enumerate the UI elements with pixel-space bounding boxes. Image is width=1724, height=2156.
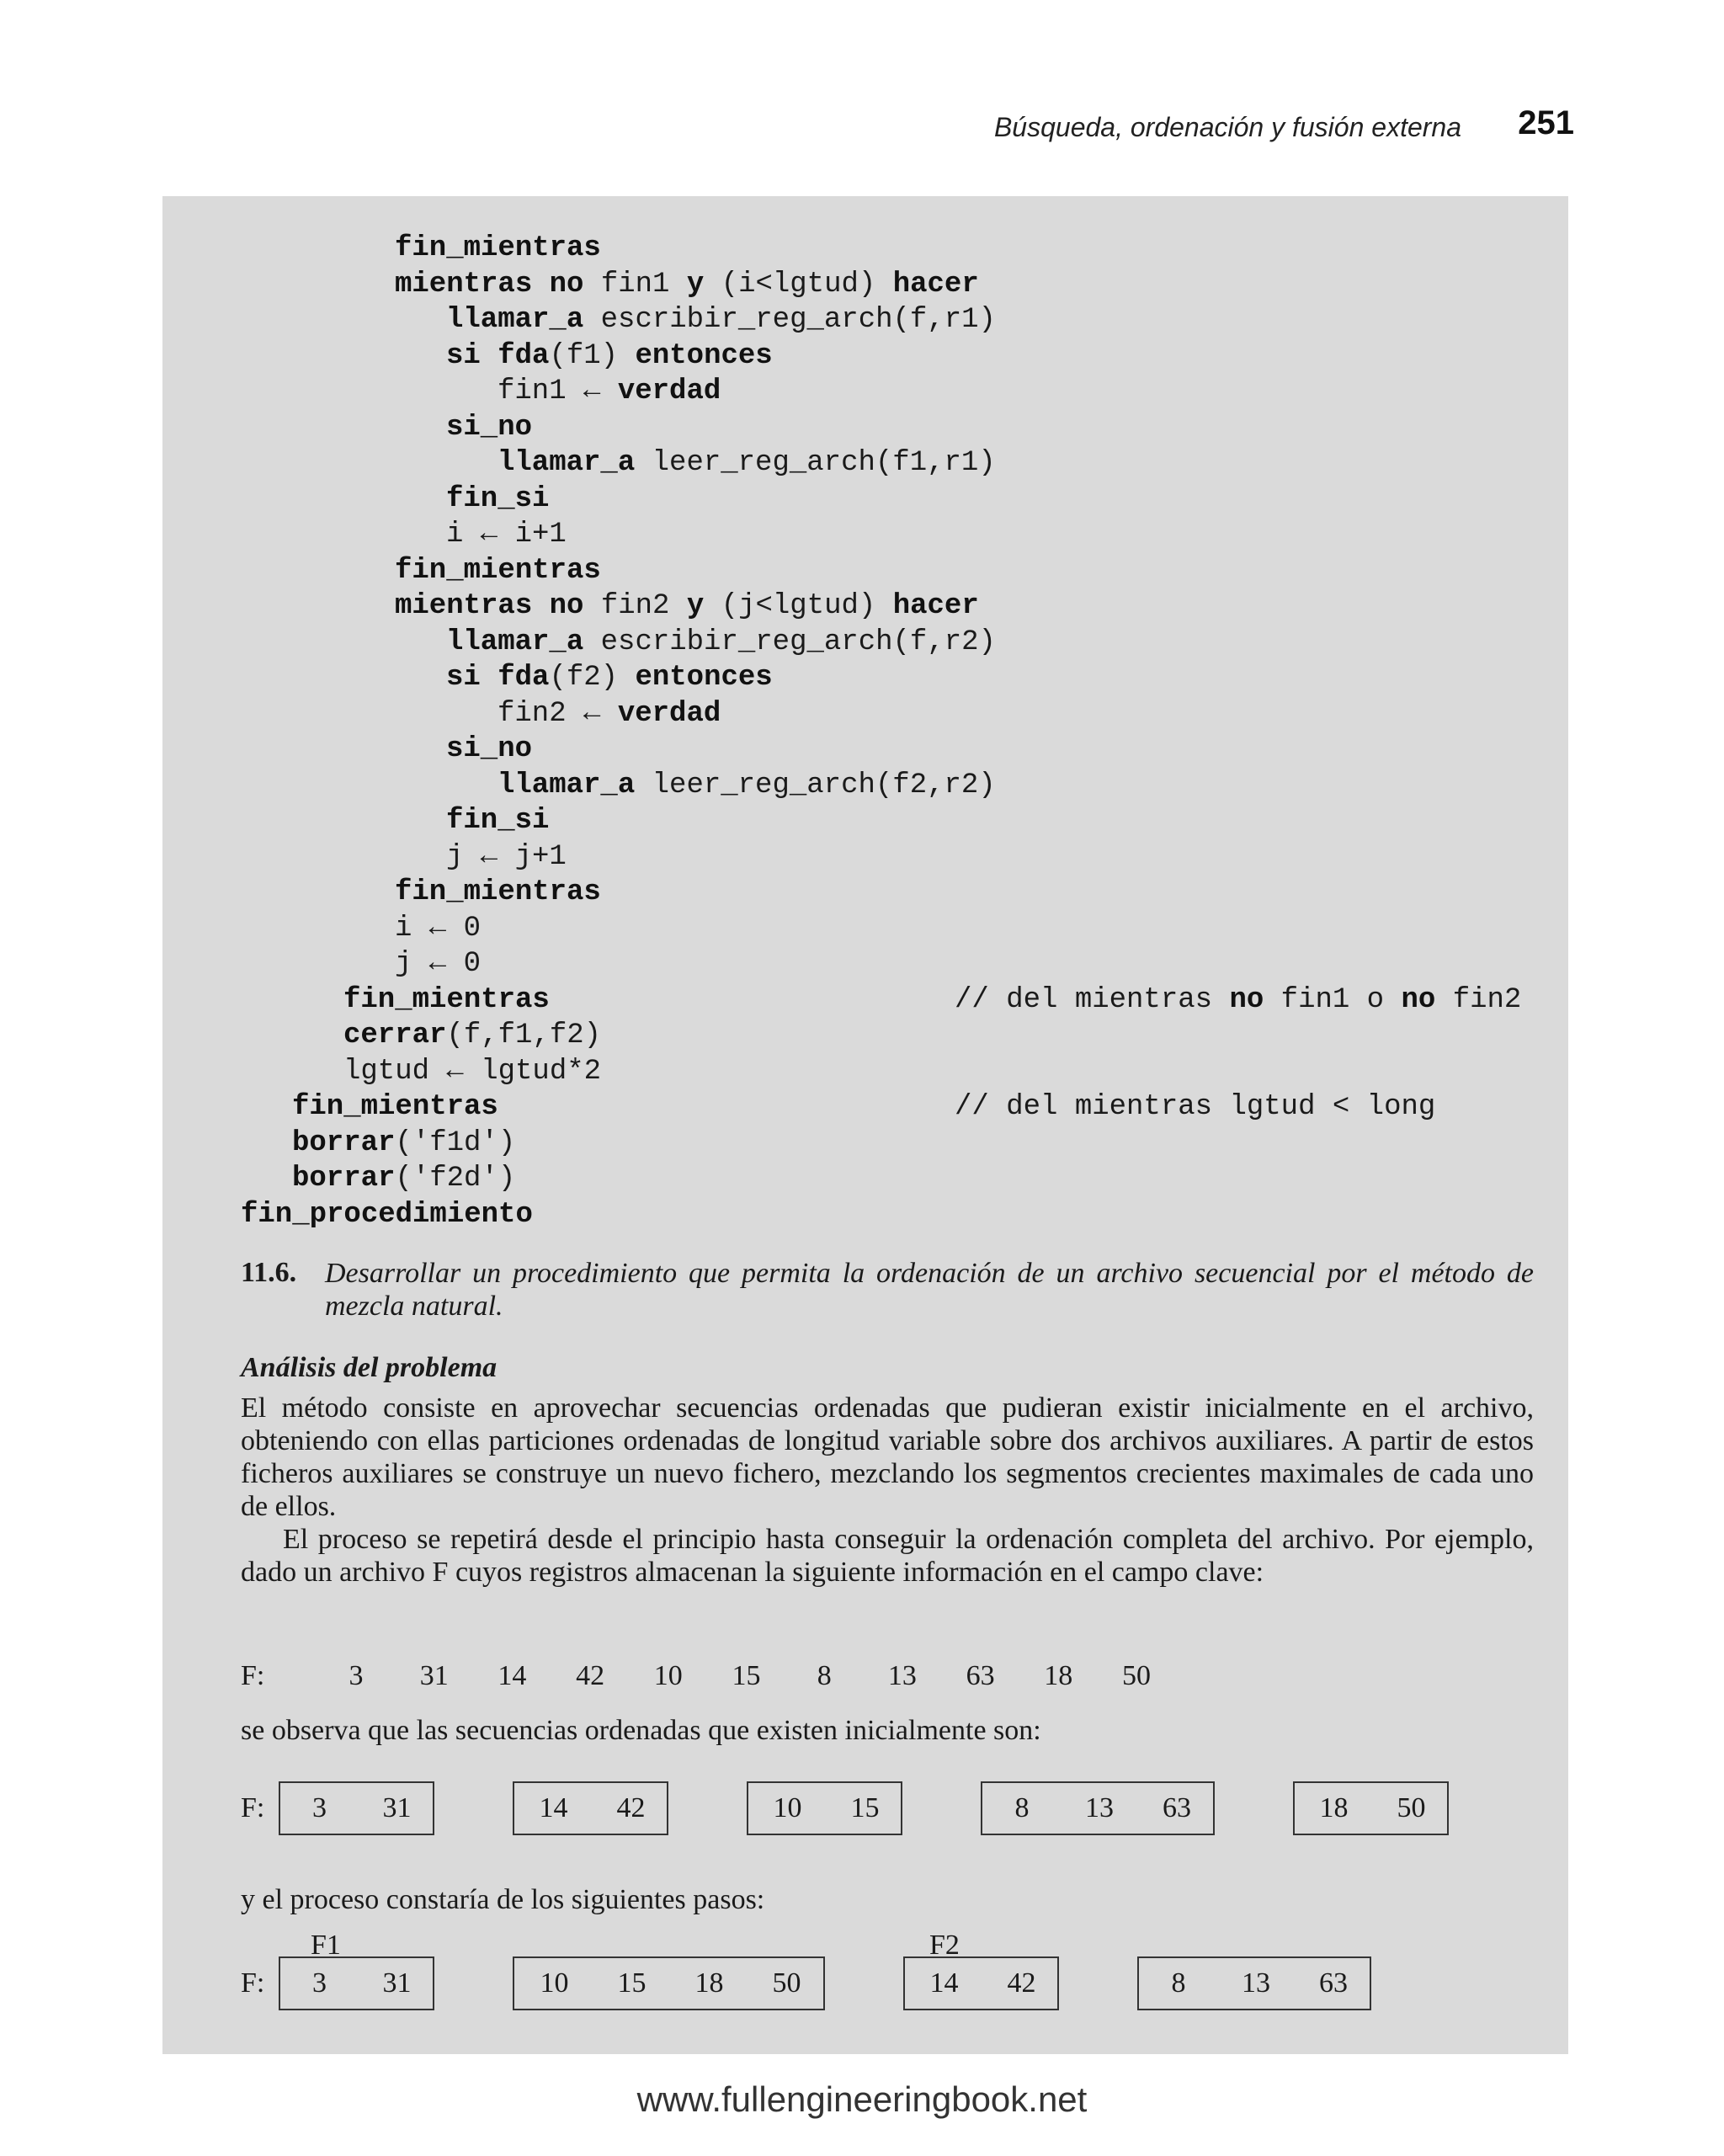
code-keyword: fda (498, 662, 550, 694)
comment-text: // del mientras (955, 983, 1230, 1016)
code-line (395, 875, 601, 910)
code-line (395, 267, 979, 302)
footer-url: www.fullengineeringbook.net (636, 2079, 1088, 2119)
code-keyword: y (686, 590, 705, 622)
code-text: fin1 ← (498, 375, 618, 407)
code-line (446, 302, 996, 338)
file-label: F: (241, 1967, 265, 1999)
code-text: (f2) (549, 662, 636, 694)
file-label: F: (241, 1660, 265, 1691)
code-keyword: fin_mientras (395, 554, 601, 587)
code-text: (i<lgtud) (704, 268, 893, 301)
code-keyword: borrar (292, 1126, 396, 1159)
key-value: 14 (539, 1792, 568, 1823)
code-line (241, 1197, 533, 1232)
key-value: 50 (772, 1967, 801, 1999)
code-keyword: borrar (292, 1163, 396, 1195)
code-line (395, 588, 979, 624)
code-text: escribir_reg_arch(f,r2) (583, 626, 996, 658)
code-line (446, 517, 567, 552)
key-value: 63 (1163, 1792, 1191, 1823)
code-text: lgtud ← lgtud*2 (343, 1055, 602, 1088)
code-keyword: fin_si (446, 805, 550, 837)
code-text: j ← j+1 (446, 840, 567, 873)
exercise-panel (162, 196, 1568, 2054)
code-comment (955, 982, 1521, 1018)
code-keyword: cerrar (343, 1019, 447, 1051)
code-line (395, 231, 601, 266)
code-keyword: verdad (617, 697, 721, 730)
code-keyword: mientras no (395, 590, 584, 622)
sequence-box (513, 1781, 668, 1835)
key-value: 31 (419, 1660, 449, 1691)
code-keyword: verdad (617, 375, 721, 407)
code-keyword: fin_mientras (395, 232, 601, 264)
key-value: 31 (382, 1967, 412, 1999)
key-value: 18 (1044, 1660, 1073, 1691)
key-value: 63 (966, 1660, 995, 1691)
code-line (395, 911, 481, 946)
code-keyword: fin_mientras (292, 1091, 498, 1123)
code-line (292, 1161, 515, 1196)
code-line (498, 768, 996, 803)
code-keyword: y (686, 268, 705, 301)
key-value: 50 (1397, 1792, 1426, 1823)
key-value: 3 (349, 1660, 364, 1691)
code-line (343, 1054, 601, 1089)
code-keyword: fda (498, 339, 550, 372)
code-line (446, 625, 996, 660)
key-value: 3 (312, 1792, 327, 1823)
comment-keyword: no (1229, 983, 1264, 1016)
code-text: i ← i+1 (446, 519, 567, 551)
code-keyword: mientras no (395, 268, 584, 301)
code-keyword: hacer (892, 268, 979, 301)
key-value: 42 (1007, 1967, 1036, 1999)
key-value: 10 (773, 1792, 802, 1823)
key-value: 13 (887, 1660, 917, 1691)
key-value: 13 (1085, 1792, 1114, 1823)
code-text (481, 340, 498, 372)
code-text: (f1) (549, 339, 636, 372)
key-value: 15 (850, 1792, 880, 1823)
key-value: 15 (617, 1967, 646, 1999)
code-text: ('f2d') (395, 1163, 516, 1195)
code-keyword: fin_procedimiento (241, 1198, 533, 1231)
code-keyword: llamar_a (498, 447, 636, 479)
code-text (481, 662, 498, 694)
exercise-statement: Desarrollar un procedimiento que permita la ordenación de un archivo secuencial por el método de mezcla natural. (325, 1258, 1534, 1322)
code-keyword: fin_mientras (343, 983, 550, 1016)
code-line (446, 338, 773, 374)
code-line (446, 839, 567, 875)
key-value: 13 (1242, 1967, 1270, 1999)
code-line (446, 803, 549, 838)
code-text: j ← 0 (395, 948, 482, 980)
code-line (343, 982, 1522, 1018)
observation-text: se observa que las secuencias ordenadas que existen inicialmente son: (241, 1715, 1041, 1746)
key-value: 10 (540, 1967, 569, 1999)
code-keyword: llamar_a (446, 626, 584, 658)
code-text: ('f1d') (395, 1126, 516, 1159)
code-text: fin2 (583, 590, 687, 622)
code-line (498, 696, 721, 732)
code-line (446, 410, 532, 445)
code-line (343, 1018, 601, 1053)
f2-label: F2 (929, 1930, 960, 1961)
comment-text: fin1 o (1264, 983, 1402, 1016)
file-label: F: (241, 1792, 265, 1823)
exercise-number: 11.6. (241, 1257, 297, 1288)
code-text: escribir_reg_arch(f,r1) (583, 304, 996, 336)
code-keyword: fin_si (446, 482, 550, 515)
key-value: 42 (576, 1660, 605, 1691)
key-value: 18 (694, 1967, 724, 1999)
key-value: 8 (817, 1660, 832, 1691)
f1-label: F1 (311, 1930, 341, 1961)
code-line (395, 553, 601, 588)
sequence-box (279, 1781, 434, 1835)
code-text: leer_reg_arch(f1,r1) (635, 447, 996, 479)
code-comment (955, 1089, 1435, 1125)
comment-text: // del mientras lgtud < long (955, 1091, 1436, 1123)
code-line (498, 445, 996, 481)
code-line (292, 1126, 515, 1161)
code-keyword: si_no (446, 411, 533, 444)
page-number: 251 (1518, 104, 1574, 141)
code-text: (j<lgtud) (704, 590, 893, 622)
code-line (446, 482, 549, 517)
code-line (446, 660, 773, 695)
code-line (498, 374, 721, 409)
sequence-box (279, 1956, 434, 2010)
sequence-box (1137, 1956, 1371, 2010)
code-keyword: si (446, 662, 481, 694)
analysis-paragraph-2: El proceso se repetirá desde el principio hasta conseguir la ordenación completa del archivo. Por ejemplo, dado un archivo F cuyos registros almacenan la siguiente información en el campo clave: (241, 1524, 1534, 1588)
sequence-box (903, 1956, 1059, 2010)
code-line (395, 946, 481, 982)
code-text: fin2 ← (498, 697, 618, 730)
key-value: 18 (1319, 1792, 1349, 1823)
code-line (292, 1089, 1436, 1125)
key-value: 14 (929, 1967, 959, 1999)
key-value: 50 (1122, 1660, 1151, 1691)
code-text: fin1 (583, 268, 687, 301)
code-keyword: entonces (635, 339, 773, 372)
code-keyword: fin_mientras (395, 876, 601, 908)
running-title: Búsqueda, ordenación y fusión externa (993, 112, 1461, 142)
key-value: 8 (1171, 1967, 1186, 1999)
sequence-box (981, 1781, 1215, 1835)
key-value: 3 (312, 1967, 327, 1999)
comment-keyword: no (1401, 983, 1436, 1016)
code-keyword: si (446, 339, 481, 372)
section-heading: Análisis del problema (241, 1352, 498, 1383)
sequence-box (747, 1781, 902, 1835)
code-text: (f,f1,f2) (446, 1019, 602, 1051)
key-value: 15 (732, 1660, 761, 1691)
comment-text: fin2 (1435, 983, 1522, 1016)
code-text: leer_reg_arch(f2,r2) (635, 769, 996, 801)
key-value: 31 (382, 1792, 412, 1823)
key-value: 10 (653, 1660, 683, 1691)
key-value: 8 (1014, 1792, 1030, 1823)
code-line (446, 732, 532, 767)
code-keyword: entonces (635, 662, 773, 694)
analysis-paragraph-1: El método consiste en aprovechar secuencias ordenadas que pudieran existir inicialmente en el archivo, obteniendo con ellas particiones ordenadas de longitud variable sobre dos archivos auxiliares. A partir de estos ficheros auxiliares se construye un nuevo fichero, mezclando los segmentos crecientes maximales de cada uno de ellos. (241, 1392, 1534, 1522)
code-keyword: llamar_a (498, 769, 636, 801)
code-keyword: hacer (892, 590, 979, 622)
code-keyword: si_no (446, 733, 533, 765)
code-keyword: llamar_a (446, 304, 584, 336)
steps-intro-text: y el proceso constaría de los siguientes pasos: (241, 1884, 765, 1915)
key-value: 63 (1319, 1967, 1348, 1999)
code-text: i ← 0 (395, 912, 482, 945)
sequence-box (1293, 1781, 1449, 1835)
key-value: 42 (616, 1792, 646, 1823)
key-value: 14 (498, 1660, 527, 1691)
sequence-box (513, 1956, 825, 2010)
